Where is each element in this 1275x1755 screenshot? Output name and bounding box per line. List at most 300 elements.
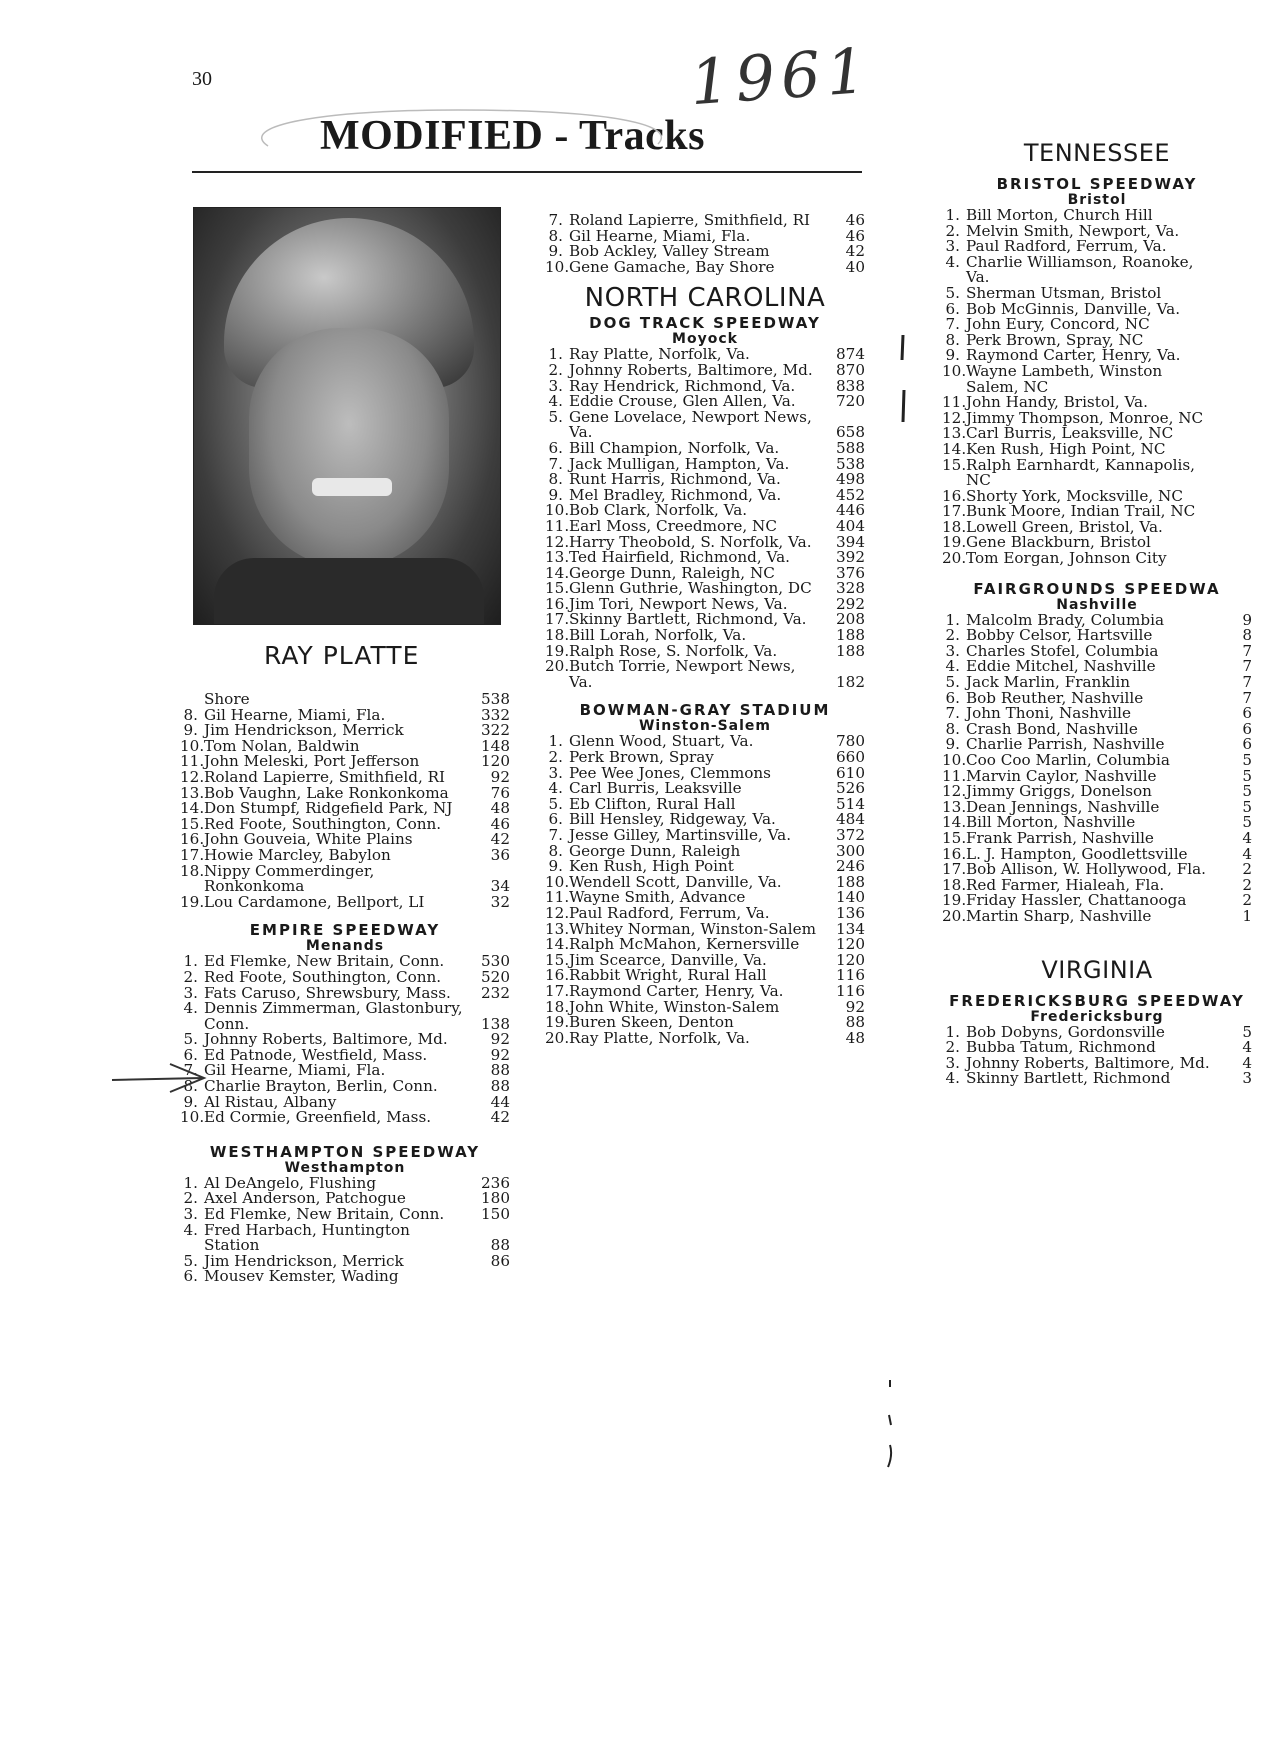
position-number: 15. (942, 828, 967, 847)
driver-name-hometown: Jack Marlin, Franklin (966, 673, 1131, 692)
position-number: 19. (545, 641, 570, 660)
position-number: 9. (548, 485, 563, 504)
points-value: 120 (481, 752, 510, 771)
page-title: MODIFIED - Tracks (320, 113, 705, 159)
driver-name-hometown: Bubba Tatum, Richmond (966, 1038, 1156, 1057)
westhampton-standings-list (180, 1173, 510, 1286)
driver-name-hometown: Axel Anderson, Patchogue (204, 1189, 406, 1208)
position-number: 9. (945, 346, 960, 365)
points-value: 404 (836, 516, 865, 535)
track-location-bowman-gray: Winston-Salem (638, 718, 772, 735)
position-number: 1. (183, 1173, 198, 1192)
position-number: 3. (548, 376, 563, 395)
points-value: 328 (836, 579, 865, 598)
track-location-westhampton: Westhampton (284, 1159, 406, 1176)
driver-name-hometown: Harry Theobold, S. Norfolk, Va. (569, 532, 812, 551)
position-number: 2. (548, 360, 563, 379)
position-number: 6. (945, 688, 960, 707)
position-number: 12. (545, 903, 570, 922)
position-number: 11. (942, 766, 967, 785)
points-value: 188 (836, 626, 865, 645)
driver-name-hometown: George Dunn, Raleigh (569, 841, 741, 860)
position-number: 2. (945, 626, 960, 645)
position-number: 4. (945, 252, 960, 271)
points-value: 76 (490, 783, 510, 802)
position-number: 16. (545, 594, 570, 613)
driver-name-hometown: Crash Bond, Nashville (966, 719, 1138, 738)
driver-name-hometown: Coo Coo Marlin, Columbia (966, 751, 1170, 769)
points-value: 332 (481, 705, 510, 724)
track-name-empire: EMPIRE SPEEDWAY (249, 921, 441, 940)
driver-name-hometown: George Dunn, Raleigh, NC (569, 563, 775, 582)
driver-name-hometown: Ken Rush, High Point, NC (966, 439, 1166, 458)
position-number: 4. (945, 1069, 960, 1088)
position-number: 4. (945, 657, 960, 676)
driver-name-hometown: Johnny Roberts, Baltimore, Md. (204, 1030, 448, 1049)
driver-name-hometown: Howie Marcley, Babylon (204, 845, 391, 864)
points-value: 188 (836, 872, 865, 891)
position-number: 9. (548, 857, 563, 876)
driver-name-hometown: Johnny Roberts, Baltimore, Md. (966, 1053, 1210, 1072)
position-number: 2. (548, 748, 563, 767)
standings-row (942, 551, 1252, 567)
track-location-fairgrounds: Nashville (1056, 596, 1138, 613)
position-number: 9. (183, 721, 198, 740)
position-number: 4. (548, 779, 563, 798)
points-value: 236 (481, 1173, 510, 1192)
points-value: 46 (845, 211, 865, 229)
points-value: 392 (836, 548, 865, 567)
position-number: 1. (945, 1022, 960, 1041)
points-value: 208 (836, 610, 865, 629)
standings-row (180, 861, 510, 896)
position-number: 20. (942, 549, 967, 568)
points-value: 300 (836, 841, 865, 860)
points-value: 88 (490, 1061, 510, 1080)
position-number: 10. (545, 872, 570, 891)
points-value: 44 (490, 1092, 510, 1111)
driver-name-hometown: Bob McGinnis, Danville, Va. (966, 299, 1181, 318)
position-number: 3. (945, 237, 960, 256)
hand-drawn-arrow-icon (110, 1058, 210, 1098)
driver-name-hometown: Al DeAngelo, Flushing (204, 1173, 377, 1192)
driver-name-hometown: Jim Hendrickson, Merrick (204, 1251, 404, 1270)
driver-name-hometown: Charlie Brayton, Berlin, Conn. (204, 1077, 438, 1096)
position-number: 8. (945, 330, 960, 349)
position-number: 4. (183, 999, 198, 1018)
track-name-fairgrounds: FAIRGROUNDS SPEEDWA (973, 579, 1221, 598)
track-location-dog-track: Moyock (672, 331, 738, 348)
driver-name-hometown: Jack Mulligan, Hampton, Va. (569, 454, 790, 473)
driver-name-hometown: John Meleski, Port Jefferson (204, 752, 420, 771)
continued-standings-list (545, 213, 865, 275)
margin-mark (880, 1375, 900, 1475)
points-value: 88 (490, 1236, 510, 1255)
driver-name-hometown: Buren Skeen, Denton (569, 1013, 734, 1032)
points-value: 86 (490, 1251, 510, 1270)
track-location-bristol: Bristol (1067, 192, 1127, 208)
position-number: 2. (183, 1189, 198, 1208)
driver-name-hometown: Ralph McMahon, Kernersville (569, 935, 800, 954)
points-value: 514 (836, 794, 865, 813)
position-number: 8. (183, 1077, 198, 1096)
driver-name-hometown: Ralph Earnhardt, Kannapolis, NC (966, 455, 1196, 490)
driver-name-hometown: L. J. Hampton, Goodlettsville (966, 844, 1188, 863)
position-number: 16. (942, 844, 967, 863)
position-number: 19. (942, 891, 967, 910)
handwritten-year: 1961 (687, 33, 875, 120)
position-number: 3. (183, 983, 198, 1002)
points-value: 498 (836, 470, 865, 489)
position-number: 7. (945, 315, 960, 334)
position-number: 15. (180, 814, 205, 833)
position-number: 11. (545, 888, 570, 907)
points-value: 4 (1242, 828, 1252, 847)
driver-name-hometown: Melvin Smith, Newport, Va. (966, 221, 1180, 240)
driver-name-hometown: Wayne Lambeth, Winston Salem, NC (966, 361, 1163, 396)
standings-row (942, 252, 1252, 287)
points-value: 5 (1242, 766, 1252, 785)
position-number: 13. (545, 548, 570, 567)
points-value: 526 (836, 779, 865, 798)
points-value: 874 (836, 345, 865, 364)
points-value: 42 (490, 830, 510, 849)
position-number: 16. (180, 830, 205, 849)
column-3 (942, 138, 1252, 1087)
driver-name-hometown: Mousev Kemster, Wading (204, 1267, 399, 1286)
smile-shape (312, 478, 392, 496)
empire-standings-list (180, 954, 510, 1126)
collar-shape (214, 558, 484, 625)
driver-name-hometown: Martin Sharp, Nashville (966, 906, 1152, 925)
position-number: 17. (545, 610, 570, 629)
points-value: 2 (1242, 875, 1252, 894)
track-name-westhampton: WESTHAMPTON SPEEDWAY (209, 1142, 481, 1161)
driver-name-hometown: Mel Bradley, Richmond, Va. (569, 485, 782, 504)
position-number: 10. (545, 501, 570, 520)
driver-name-hometown: Roland Lapierre, Smithfield, RI (569, 211, 811, 229)
position-number: 10. (942, 361, 967, 380)
points-value: 1 (1242, 906, 1252, 925)
position-number: 9. (183, 1092, 198, 1111)
points-value: 6 (1242, 719, 1252, 738)
driver-name-hometown: Jimmy Thompson, Monroe, NC (966, 408, 1204, 427)
position-number: 17. (942, 502, 967, 521)
points-value: 46 (845, 226, 865, 245)
driver-name-hometown: Red Foote, Southington, Conn. (204, 967, 442, 986)
position-number: 7. (548, 211, 563, 229)
points-value: 48 (490, 799, 510, 818)
points-value: 5 (1242, 797, 1252, 816)
driver-name-hometown: Ray Platte, Norfolk, Va. (569, 1028, 750, 1047)
position-number: 14. (545, 563, 570, 582)
points-value: 2 (1242, 860, 1252, 879)
driver-name-hometown: Skinny Bartlett, Richmond (966, 1069, 1171, 1088)
position-number: 18. (942, 517, 967, 536)
driver-name-hometown: Don Stumpf, Ridgefield Park, NJ (204, 799, 453, 818)
points-value: 780 (836, 732, 865, 751)
position-number: 9. (945, 735, 960, 754)
driver-name-hometown: John Handy, Bristol, Va. (966, 393, 1148, 412)
position-number: 6. (183, 1267, 198, 1286)
fairgrounds-standings-list (942, 610, 1252, 925)
position-number: 5. (945, 283, 960, 302)
driver-name-hometown: Bob Ackley, Valley Stream (569, 242, 770, 261)
points-value: 138 (481, 1014, 510, 1033)
position-number: 11. (545, 516, 570, 535)
driver-name-hometown: Shore (204, 690, 250, 708)
driver-name-hometown: Runt Harris, Richmond, Va. (569, 470, 781, 489)
position-number: 8. (548, 226, 563, 245)
position-number: 5. (945, 673, 960, 692)
driver-name-hometown: Red Farmer, Hialeah, Fla. (966, 875, 1165, 894)
points-value: 7 (1242, 688, 1252, 707)
position-number: 1. (945, 206, 960, 224)
driver-name-hometown: John Eury, Concord, NC (966, 315, 1150, 334)
points-value: 4 (1242, 1053, 1252, 1072)
bristol-standings-list (942, 208, 1252, 567)
track-name-dog-track: DOG TRACK SPEEDWAY (589, 314, 821, 333)
position-number: 8. (183, 705, 198, 724)
driver-name-hometown: Glenn Guthrie, Washington, DC (569, 579, 812, 598)
standings-row (545, 1028, 865, 1047)
title-rule (192, 171, 862, 173)
points-value: 120 (836, 935, 865, 954)
points-value: 538 (481, 690, 510, 708)
position-number: 5. (548, 794, 563, 813)
points-value: 5 (1242, 1022, 1252, 1041)
position-number: 14. (942, 439, 967, 458)
position-number: 19. (545, 1013, 570, 1032)
points-value: 46 (490, 814, 510, 833)
driver-name-hometown: Bill Lorah, Norfolk, Va. (569, 626, 747, 645)
points-value: 2 (1242, 891, 1252, 910)
points-value: 838 (836, 376, 865, 395)
position-number: 8. (945, 719, 960, 738)
standings-row (942, 361, 1252, 396)
driver-name-hometown: Bob Dobyns, Gordonsville (966, 1022, 1165, 1041)
driver-name-hometown: Gene Lovelace, Newport News, Va. (569, 407, 812, 442)
position-number: 8. (548, 470, 563, 489)
points-value: 6 (1242, 704, 1252, 723)
position-number: 1. (548, 345, 563, 364)
fredericksburg-standings-list (942, 1022, 1252, 1088)
standings-row (545, 407, 865, 442)
position-number: 6. (945, 299, 960, 318)
points-value: 9 (1242, 610, 1252, 629)
position-number: 6. (548, 438, 563, 457)
points-value: 88 (490, 1077, 510, 1096)
driver-name-hometown: Jimmy Griggs, Donelson (966, 782, 1152, 801)
position-number: 20. (545, 1028, 570, 1047)
driver-name-hometown: Bunk Moore, Indian Trail, NC (966, 502, 1196, 521)
driver-name-hometown: Carl Burris, Leaksville, NC (966, 424, 1174, 443)
position-number: 3. (548, 763, 563, 782)
driver-name-hometown: Dennis Zimmerman, Glastonbury, Conn. (204, 999, 463, 1033)
position-number: 12. (545, 532, 570, 551)
points-value: 7 (1242, 641, 1252, 660)
driver-name-hometown: Ken Rush, High Point (569, 857, 734, 876)
position-number: 17. (180, 845, 205, 864)
driver-name-hometown: Ed Cormie, Greenfield, Mass. (204, 1108, 432, 1127)
driver-name-hometown: Butch Torrie, Newport News, Va. (569, 657, 796, 691)
driver-name-hometown: Bill Hensley, Ridgeway, Va. (569, 810, 776, 829)
position-number: 13. (942, 424, 967, 443)
driver-name-hometown: Bobby Celsor, Hartsville (966, 626, 1153, 645)
driver-name-hometown: Glenn Wood, Stuart, Va. (569, 732, 754, 751)
position-number: 16. (942, 486, 967, 505)
continued-standings-list (180, 692, 510, 910)
points-value: 372 (836, 826, 865, 844)
bowman-gray-standings-list (545, 734, 865, 1046)
points-value: 5 (1242, 751, 1252, 769)
position-number: 8. (548, 841, 563, 860)
position-number: 15. (942, 455, 967, 474)
driver-name-hometown: Rabbit Wright, Rural Hall (569, 966, 767, 985)
photo-caption: RAY PLATTE (264, 641, 420, 670)
driver-name-hometown: Eddie Crouse, Glen Allen, Va. (569, 392, 796, 411)
position-number: 10. (545, 257, 570, 276)
standings-row (180, 1110, 510, 1126)
standings-row (180, 1220, 510, 1255)
position-number: 5. (183, 1030, 198, 1049)
driver-name-hometown: Malcolm Brady, Columbia (966, 610, 1165, 629)
position-number: 19. (942, 533, 967, 552)
position-number: 13. (545, 919, 570, 938)
points-value: 610 (836, 763, 865, 782)
points-value: 88 (845, 1013, 865, 1032)
position-number: 1. (945, 610, 960, 629)
position-number: 2. (183, 967, 198, 986)
driver-name-hometown: Tom Eorgan, Johnson City (966, 549, 1167, 568)
position-number: 5. (548, 407, 563, 426)
driver-name-hometown: Ed Flemke, New Britain, Conn. (204, 1205, 445, 1224)
points-value: 394 (836, 532, 865, 551)
driver-name-hometown: Ed Patnode, Westfield, Mass. (204, 1045, 428, 1064)
title-oval-mark (228, 106, 688, 166)
state-heading-tennessee: TENNESSEE (1023, 139, 1171, 167)
driver-name-hometown: Nippy Commerdinger, Ronkonkoma (204, 861, 375, 896)
driver-name-hometown: Ed Flemke, New Britain, Conn. (204, 952, 445, 971)
points-value: 658 (836, 423, 865, 442)
position-number: 3. (183, 1205, 198, 1224)
driver-name-hometown: Roland Lapierre, Smithfield, RI (204, 767, 446, 786)
points-value: 4 (1242, 844, 1252, 863)
track-location-empire: Menands (305, 938, 385, 955)
driver-name-hometown: Marvin Caylor, Nashville (966, 766, 1157, 785)
points-value: 36 (490, 845, 510, 864)
driver-name-hometown: Jesse Gilley, Martinsville, Va. (569, 826, 792, 844)
points-value: 520 (481, 967, 510, 986)
driver-name-hometown: Gil Hearne, Miami, Fla. (569, 226, 751, 245)
driver-name-hometown: Bob Allison, W. Hollywood, Fla. (966, 860, 1207, 879)
driver-name-hometown: Lowell Green, Bristol, Va. (966, 517, 1163, 536)
position-number: 14. (180, 799, 205, 818)
driver-name-hometown: Gene Gamache, Bay Shore (569, 257, 775, 276)
points-value: 32 (490, 892, 510, 911)
position-number: 10. (180, 1108, 205, 1127)
driver-name-hometown: Perk Brown, Spray (569, 748, 714, 767)
position-number: 5. (183, 1251, 198, 1270)
position-number: 1. (548, 732, 563, 751)
state-heading-north-carolina: NORTH CAROLINA (584, 283, 826, 314)
standings-row (545, 659, 865, 690)
driver-name-hometown: Jim Tori, Newport News, Va. (569, 594, 788, 613)
driver-name-hometown: Paul Radford, Ferrum, Va. (966, 237, 1167, 256)
position-number: 16. (545, 966, 570, 985)
points-value: 120 (836, 950, 865, 969)
column-1 (180, 692, 510, 1285)
position-number: 18. (180, 861, 205, 880)
page-number: 30 (192, 68, 212, 90)
points-value: 140 (836, 888, 865, 907)
points-value: 188 (836, 641, 865, 660)
position-number: 4. (548, 392, 563, 411)
driver-name-hometown: Fred Harbach, Huntington Station (204, 1220, 410, 1255)
driver-name-hometown: Bill Morton, Church Hill (966, 206, 1153, 224)
position-number: 3. (945, 1053, 960, 1072)
standings-row (180, 1269, 510, 1285)
position-number: 3. (945, 641, 960, 660)
driver-name-hometown: Ted Hairfield, Richmond, Va. (569, 548, 790, 567)
driver-name-hometown: John Thoni, Nashville (966, 704, 1132, 723)
driver-name-hometown: Whitey Norman, Winston-Salem (569, 919, 816, 938)
driver-name-hometown: Friday Hassler, Chattanooga (966, 891, 1187, 910)
points-value: 148 (481, 736, 510, 755)
position-number: 10. (942, 751, 967, 769)
points-value: 34 (490, 877, 510, 896)
points-value: 322 (481, 721, 510, 740)
driver-name-hometown: Wayne Smith, Advance (569, 888, 746, 907)
driver-name-hometown: Perk Brown, Spray, NC (966, 330, 1144, 349)
position-number: 9. (548, 242, 563, 261)
driver-name-hometown: Dean Jennings, Nashville (966, 797, 1160, 816)
position-number: 20. (545, 657, 570, 676)
driver-name-hometown: Gene Blackburn, Bristol (966, 533, 1151, 552)
points-value: 538 (836, 454, 865, 473)
driver-name-hometown: Gil Hearne, Miami, Fla. (204, 1061, 386, 1080)
points-value: 48 (845, 1028, 865, 1047)
position-number: 4. (183, 1220, 198, 1239)
position-number: 2. (945, 221, 960, 240)
position-number: 12. (180, 767, 205, 786)
driver-name-hometown: Al Ristau, Albany (204, 1092, 337, 1111)
points-value: 92 (845, 997, 865, 1016)
driver-name-hometown: Raymond Carter, Henry, Va. (966, 346, 1181, 365)
position-number: 6. (183, 1045, 198, 1064)
position-number: 15. (545, 950, 570, 969)
points-value: 136 (836, 903, 865, 922)
points-value: 376 (836, 563, 865, 582)
position-number: 20. (942, 906, 967, 925)
position-number: 15. (545, 579, 570, 598)
points-value: 180 (481, 1189, 510, 1208)
driver-name-hometown: Fats Caruso, Shrewsbury, Mass. (204, 983, 451, 1002)
dog-track-standings-list (545, 347, 865, 690)
position-number: 7. (548, 454, 563, 473)
driver-name-hometown: Johnny Roberts, Baltimore, Md. (569, 360, 813, 379)
track-name-fredericksburg: FREDERICKSBURG SPEEDWAY (949, 991, 1245, 1010)
column-2 (545, 213, 865, 1046)
driver-name-hometown: Carl Burris, Leaksville (569, 779, 742, 798)
driver-name-hometown: Ray Hendrick, Richmond, Va. (569, 376, 796, 395)
position-number: 14. (942, 813, 967, 832)
position-number: 17. (942, 860, 967, 879)
margin-mark (893, 330, 913, 430)
points-value: 530 (481, 952, 510, 971)
points-value: 870 (836, 360, 865, 379)
points-value: 484 (836, 810, 865, 829)
